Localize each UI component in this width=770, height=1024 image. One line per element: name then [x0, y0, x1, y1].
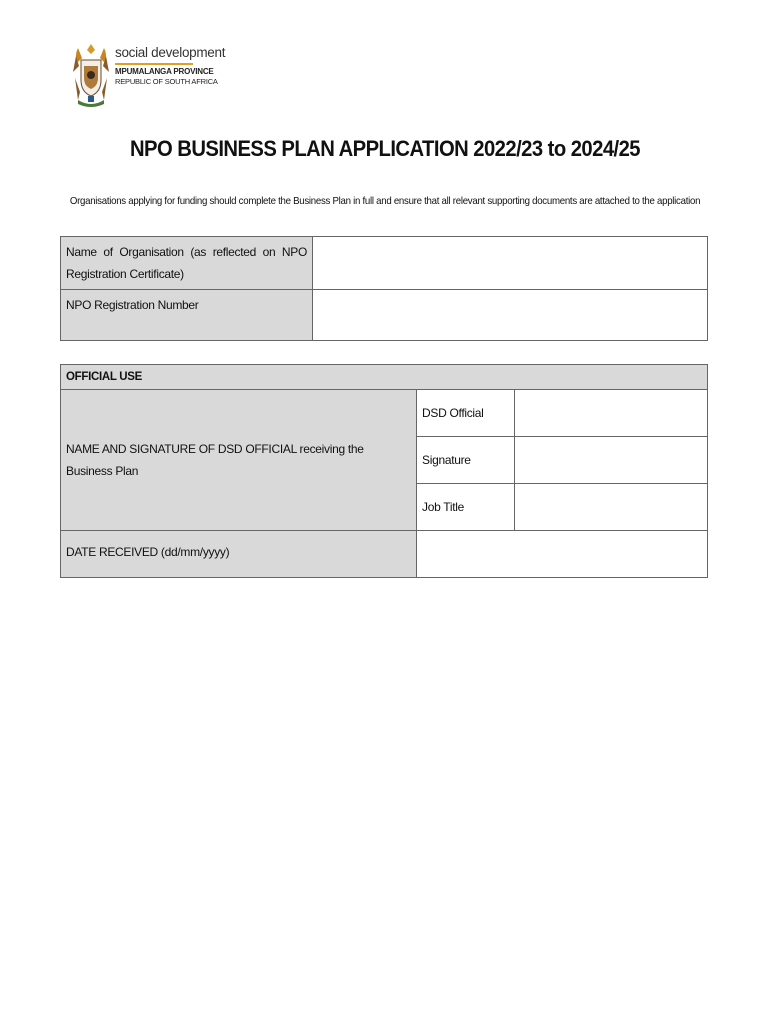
- job-title-value[interactable]: [515, 484, 707, 492]
- coat-of-arms-emblem: [70, 42, 112, 110]
- date-received-label: DATE RECEIVED (dd/mm/yyyy): [66, 545, 230, 559]
- department-name: social development: [115, 45, 226, 60]
- organisation-name-field[interactable]: [313, 237, 708, 290]
- registration-number-value[interactable]: [313, 290, 707, 298]
- signature-label-cell: [417, 437, 515, 484]
- organisation-table: [60, 236, 708, 341]
- official-use-header: OFFICIAL USE: [66, 371, 143, 383]
- registration-number-label-cell: [61, 290, 313, 341]
- signature-block-label-cell: [61, 390, 417, 531]
- province-name: MPUMALANGA PROVINCE: [115, 67, 214, 76]
- dsd-official-value[interactable]: [515, 390, 707, 398]
- organisation-name-label: Name of Organisation (as reflected on NPO Registration Certificate): [66, 245, 307, 281]
- job-title-label-cell: [417, 484, 515, 531]
- job-title-label: Job Title: [422, 500, 464, 514]
- dsd-official-label-cell: [417, 390, 515, 437]
- registration-number-field[interactable]: [313, 290, 708, 341]
- registration-number-label: NPO Registration Number: [66, 298, 199, 312]
- table-row: [61, 531, 708, 578]
- republic-name: REPUBLIC OF SOUTH AFRICA: [115, 77, 218, 86]
- date-received-label-cell: [61, 531, 417, 578]
- instructions-text: Organisations applying for funding should complete the Business Plan in full and ensure that all relevant supporting documents are attached to the application: [69, 195, 701, 207]
- page-title: NPO BUSINESS PLAN APPLICATION 2022/23 to 2024/25: [129, 136, 641, 161]
- department-logo: [70, 42, 226, 112]
- logo-divider: [115, 63, 193, 65]
- official-use-table: [60, 364, 708, 578]
- organisation-name-value[interactable]: [313, 237, 707, 245]
- date-received-field[interactable]: [417, 531, 708, 578]
- job-title-field[interactable]: [515, 484, 708, 531]
- table-row: [61, 365, 708, 390]
- table-row: [61, 290, 708, 341]
- signature-value[interactable]: [515, 437, 707, 445]
- signature-block-label: NAME AND SIGNATURE OF DSD OFFICIAL receiving the Business Plan: [66, 442, 364, 478]
- official-use-header-cell: [61, 365, 708, 390]
- signature-label: Signature: [422, 453, 471, 467]
- table-row: [61, 237, 708, 290]
- signature-field[interactable]: [515, 437, 708, 484]
- dsd-official-label: DSD Official: [422, 406, 484, 420]
- date-received-value[interactable]: [417, 531, 707, 539]
- organisation-name-label-cell: [61, 237, 313, 290]
- table-row: [61, 390, 708, 437]
- dsd-official-field[interactable]: [515, 390, 708, 437]
